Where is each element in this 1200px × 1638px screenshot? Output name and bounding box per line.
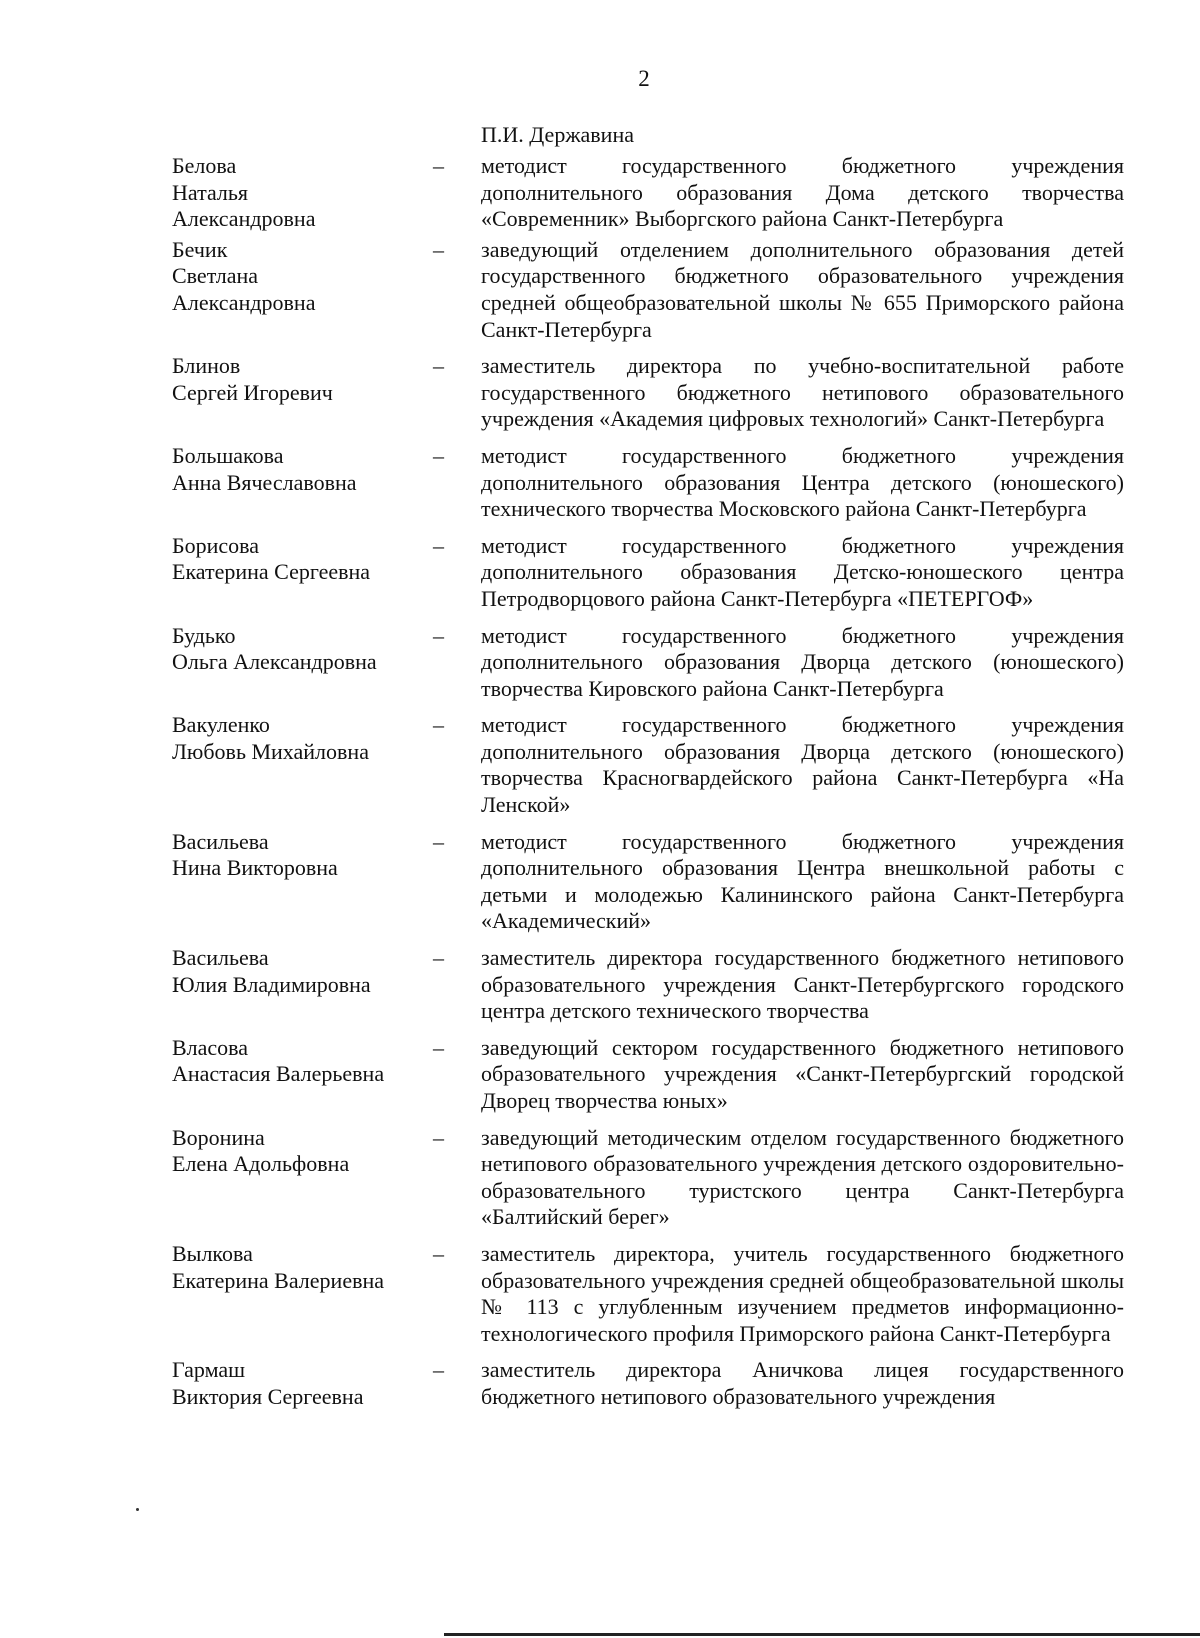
person-name xyxy=(172,1035,433,1088)
dash-separator: – xyxy=(433,236,444,262)
position-description: заместитель директора по учебно-воспитательной работе государственного бюджетного нетипового образовательного учреждения «Академия цифровых технологий» Санкт-Петербурга xyxy=(481,353,1124,432)
surname: Борисова xyxy=(172,532,260,558)
person-name xyxy=(172,1125,433,1178)
person-name xyxy=(172,533,433,586)
person-name xyxy=(172,945,433,998)
given-name: Анастасия Валерьевна xyxy=(172,1061,385,1087)
dash-separator: – xyxy=(433,532,444,558)
given-name: Елена Адольфовна xyxy=(172,1151,350,1177)
position-description: методист государственного бюджетного учреждения дополнительного образования Центра внешкольной работы с детьми и молодежью Калининского района Санкт-Петербурга «Академический» xyxy=(481,828,1124,934)
list-entry xyxy=(172,533,1124,613)
given-name: Наталья xyxy=(172,179,249,205)
person-name xyxy=(172,237,433,317)
surname: Будько xyxy=(172,622,236,648)
person-name xyxy=(172,712,433,765)
dash-separator: – xyxy=(433,945,444,971)
surname: Васильева xyxy=(172,828,269,854)
dash-separator: – xyxy=(433,1240,444,1266)
dash-separator: – xyxy=(433,622,444,648)
position-description: методист государственного бюджетного учреждения дополнительного образования Центра детского (юношеского) технического творчества Московского района Санкт-Петербурга xyxy=(481,442,1124,522)
dash-separator: – xyxy=(433,353,444,379)
list-entry xyxy=(172,1241,1124,1347)
position-description: заместитель директора государственного бюджетного нетипового образовательного учреждения Санкт-Петербургского городского центра детского технического творчества xyxy=(481,945,1124,1024)
list-entry xyxy=(172,945,1124,1025)
list-entry xyxy=(172,1035,1124,1115)
continuation-line: П.И. Державина xyxy=(481,122,634,147)
surname: Блинов xyxy=(172,353,241,379)
list-entry xyxy=(172,829,1124,935)
given-name: Сергей Игоревич xyxy=(172,379,333,405)
person-name xyxy=(172,623,433,676)
position-description: заведующий методическим отделом государственного бюджетного нетипового образовательного учреждения детского оздоровительно-образовательного туристского центра Санкт-Петербурга «Балтийский берег» xyxy=(481,1124,1124,1230)
list-entry xyxy=(172,623,1124,703)
person-name xyxy=(172,443,433,496)
given-name: Любовь Михайловна xyxy=(172,738,369,764)
surname: Бечик xyxy=(172,236,228,262)
position-description: методист государственного бюджетного учреждения дополнительного образования Дома детского творчества «Современник» Выборгского района Санкт-Петербурга xyxy=(481,153,1124,232)
position-description: методист государственного бюджетного учреждения дополнительного образования Детско-юношеского центра Петродворцового района Санкт-Петербурга «ПЕТЕРГОФ» xyxy=(481,532,1124,611)
list-entry xyxy=(172,353,1124,433)
list-entry xyxy=(172,153,1124,233)
given-name: Виктория Сергеевна xyxy=(172,1383,364,1409)
page-number: 2 xyxy=(638,66,650,91)
given-name: Анна Вячеславовна xyxy=(172,469,357,495)
given-name: Нина Викторовна xyxy=(172,855,338,881)
surname: Власова xyxy=(172,1034,249,1060)
page-bottom-rule xyxy=(444,1633,1200,1636)
list-entry xyxy=(172,1357,1124,1410)
given-name: Светлана xyxy=(172,263,259,289)
dash-separator: – xyxy=(433,712,444,738)
position-description: методист государственного бюджетного учреждения дополнительного образования Дворца детского (юношеского) творчества Кировского района Санкт-Петербурга xyxy=(481,622,1124,701)
person-name xyxy=(172,1357,433,1410)
list-entry xyxy=(172,712,1124,818)
position-description: заведующий отделением дополнительного образования детей государственного бюджетного образовательного учреждения средней общеобразовательной школы № 655 Приморского района Санкт-Петербурга xyxy=(481,236,1124,342)
surname: Вакуленко xyxy=(172,712,270,738)
surname: Гармаш xyxy=(172,1357,246,1383)
surname: Воронина xyxy=(172,1124,265,1150)
dash-separator: – xyxy=(433,153,444,178)
position-description: заведующий сектором государственного бюджетного нетипового образовательного учреждения «Санкт-Петербургский городской Дворец творчества юных» xyxy=(481,1034,1124,1113)
given-name: Екатерина Валериевна xyxy=(172,1267,385,1293)
list-entry xyxy=(172,1125,1124,1231)
dash-separator: – xyxy=(433,1034,444,1060)
given-name: Ольга Александровна xyxy=(172,649,377,675)
position-description: заместитель директора Аничкова лицея государственного бюджетного нетипового образовательного учреждения xyxy=(481,1357,1124,1409)
dash-separator: – xyxy=(433,1357,444,1383)
given-name: Юлия Владимировна xyxy=(172,971,371,997)
patronymic: Александровна xyxy=(172,206,316,232)
person-name xyxy=(172,1241,433,1294)
person-name xyxy=(172,829,433,882)
given-name: Екатерина Сергеевна xyxy=(172,559,371,585)
staff-list xyxy=(172,153,1124,1415)
position-description: заместитель директора, учитель государственного бюджетного образовательного учреждения средней общеобразовательной школы № 113 с углубленным изучением предметов информационно-технологического профиля Приморского района Санкт-Петербурга xyxy=(481,1240,1124,1346)
patronymic: Александровна xyxy=(172,289,316,315)
list-entry xyxy=(172,443,1124,523)
list-entry xyxy=(172,237,1124,343)
person-name xyxy=(172,353,433,406)
dash-separator: – xyxy=(433,828,444,854)
surname: Васильева xyxy=(172,945,269,971)
dash-separator: – xyxy=(433,1124,444,1150)
surname: Белова xyxy=(172,153,237,178)
dash-separator: – xyxy=(433,442,444,468)
person-name xyxy=(172,153,433,233)
surname: Вылкова xyxy=(172,1240,253,1266)
position-description: методист государственного бюджетного учреждения дополнительного образования Дворца детского (юношеского) творчества Красногвардейского района Санкт-Петербурга «На Ленской» xyxy=(481,712,1124,818)
surname: Большакова xyxy=(172,442,284,468)
scan-speck xyxy=(136,1508,139,1511)
